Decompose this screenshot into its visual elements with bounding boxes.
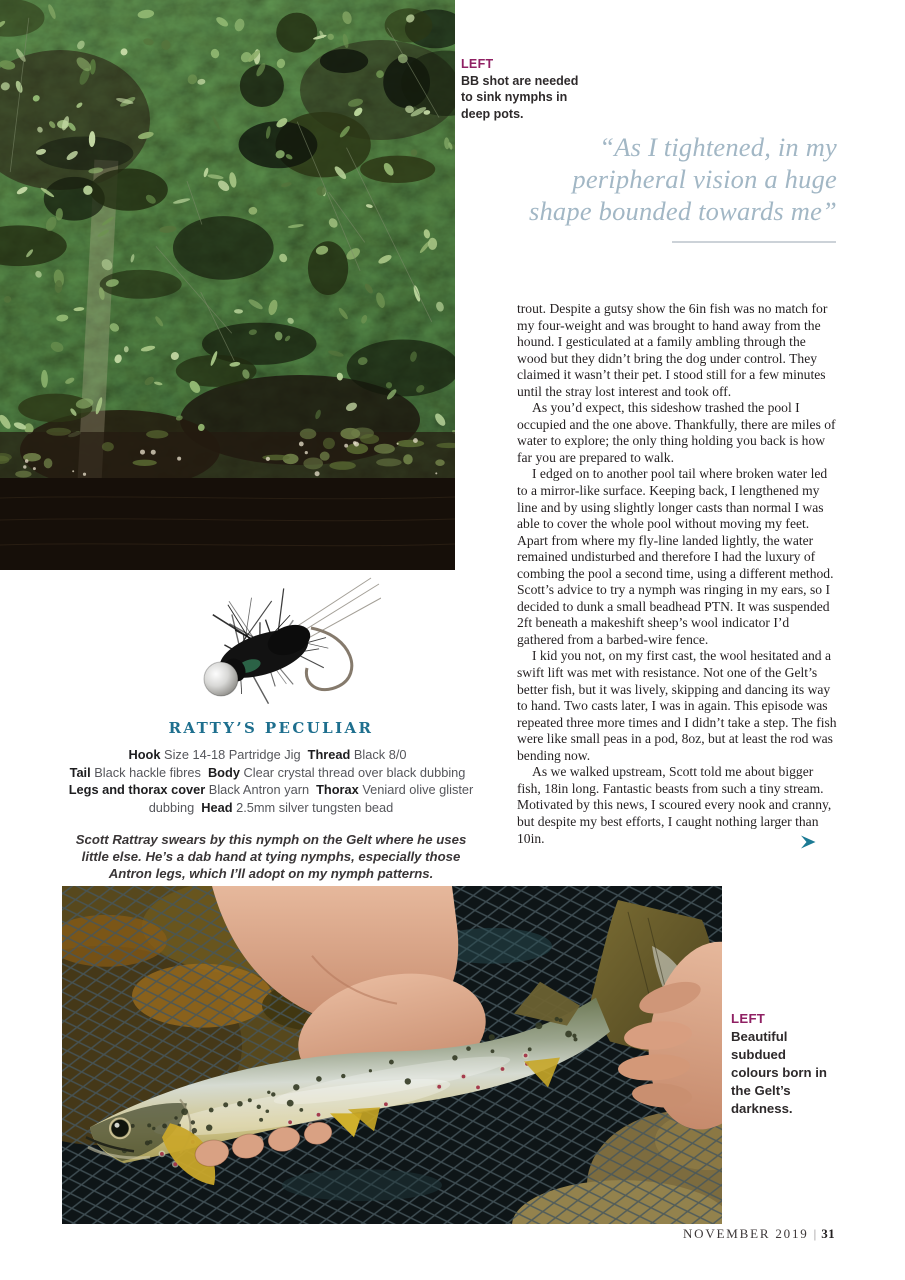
- fly-pattern-panel: [62, 576, 480, 882]
- recipe-label: Head: [201, 799, 233, 815]
- caption-top-left-photo: [461, 56, 583, 122]
- fly-recipe: Hook Size 14-18 Partridge Jig Thread Black 8/0 Tail Black hackle fibres Body Clear crystal thread over black dubbing Legs and thorax cover Black Antron yarn Thorax Veniard olive glister dubbing Head 2.5mm silver tungsten bead: [68, 747, 474, 815]
- caption-label: LEFT: [731, 1011, 766, 1026]
- article-paragraph: As you’d expect, this sideshow trashed the pool I occupied and the one above. Thankfully, there are miles of water to explore; the only thing holding you back is how far you are prepared to walk.: [517, 400, 836, 465]
- page-footer: [683, 1226, 835, 1241]
- issue-date: NOVEMBER 2019: [682, 1226, 809, 1241]
- article-paragraph: As we walked upstream, Scott told me about bigger fish, 18in long. Fantastic beasts from such a tiny stream. Motivated by this news, I scoured every nook and cranny, but despite my best efforts, I caught nothing larger than 10in.: [517, 764, 832, 846]
- pull-quote-line: shape bounded towards me”: [528, 196, 837, 226]
- recipe-label: Tail: [69, 764, 91, 780]
- pull-quote: [425, 131, 837, 227]
- forest-gorge-photo: [0, 0, 455, 570]
- recipe-label: Thread: [307, 747, 351, 762]
- recipe-label: Thorax: [316, 782, 359, 797]
- fly-pattern-title: RATTY’S PECULIAR: [168, 719, 374, 737]
- article-paragraph: I edged on to another pool tail where broken water led to a mirror-like surface. Keeping back, I lengthened my line and by using slightly longer casts than normal I was able to cover the whole pool without moving my feet. Apart from where my fly-line landed lightly, the water remained undisturbed and therefore I had the luxury of combing the pool a second time, using a different method. Scott’s advice to try a nymph was ringing in my ears, so I decided to dunk a small beadhead PTN. It was suspended 2ft beneath a makeshift sheep’s wool indicator I’d gathered from a barbed-wire fence.: [517, 466, 834, 647]
- footer-separator: |: [813, 1226, 817, 1241]
- pull-quote-line: peripheral vision a huge: [572, 164, 837, 194]
- article-paragraph: trout. Despite a gutsy show the 6in fish was no match for my four-weight and was brought to hand away from the hound. I gesticulated at a family ambling through the wood but they didn’t bring the dog under control. They claimed it wasn’t their pet. I stood still for a few minutes until the stray lost interest and took off.: [517, 301, 828, 399]
- caption-text: Beautiful subdued colours born in the Gelt’s darkness.: [731, 1029, 827, 1116]
- recipe-label: Legs and thorax cover: [68, 782, 206, 797]
- article-column: [517, 301, 838, 847]
- continue-arrow-icon: [799, 834, 817, 850]
- pull-quote-line: “As I tightened, in my: [599, 132, 837, 162]
- caption-label: LEFT: [461, 57, 494, 71]
- caption-bottom-left-photo: [731, 1010, 837, 1118]
- pull-quote-rule: [672, 241, 836, 243]
- article-paragraph: I kid you not, on my first cast, the wool hesitated and a swift lift was met with resistance. Not one of the Gelt’s better fish, but it was lively, skipping and dancing its way to hand. Two casts later, I was in again. This episode was repeated three more times and I didn’t take a step. The fish were like small peas in a pod, 8oz, but at least the rod was bending now.: [517, 648, 837, 763]
- caption-text: BB shot are needed to sink nymphs in deep pots.: [461, 73, 579, 121]
- nymph-fly-photo: [161, 576, 381, 716]
- page-number: 31: [821, 1226, 835, 1241]
- trout-in-hand-photo: [62, 886, 722, 1224]
- fly-note: Scott Rattray swears by this nymph on the Gelt where he uses little else. He’s a dab hand at tying nymphs, especially those Antron legs, which I’ll adopt on my nymph patterns.: [75, 832, 467, 881]
- recipe-label: Body: [207, 764, 240, 780]
- recipe-label: Hook: [128, 747, 161, 762]
